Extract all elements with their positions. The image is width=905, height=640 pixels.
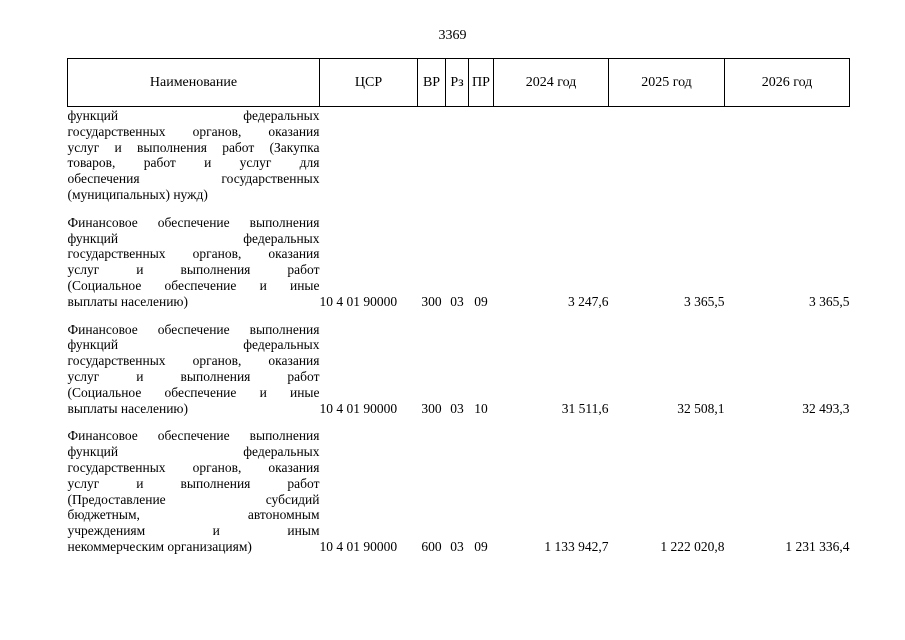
name-line: обеспечения государственных — [67, 171, 320, 187]
spacer-cell — [68, 416, 850, 428]
cell-2026: 3 365,5 — [809, 293, 850, 309]
cell-2026: 32 493,3 — [802, 400, 850, 416]
name-line: (Предоставление субсидий — [67, 491, 320, 507]
cell-2026 — [725, 107, 850, 203]
name-line: некоммерческим организациям) — [67, 538, 252, 554]
cell-pr: 09 — [474, 538, 488, 554]
page-number: 3369 — [438, 28, 467, 43]
cell-csr: 10 4 01 90000 — [319, 400, 398, 416]
name-line: Финансовое обеспечение выполнения — [67, 321, 320, 337]
cell-2024 — [494, 107, 609, 203]
cell-vr: 600 — [421, 538, 442, 554]
header-2026: 2026 год — [725, 59, 850, 107]
cell-vr: 300 — [421, 293, 442, 309]
name-line: функций федеральных — [67, 230, 320, 246]
name-line: (Социальное обеспечение и иные — [67, 277, 320, 293]
cell-2024: 1 133 942,7 — [544, 538, 609, 554]
table-row — [68, 107, 850, 203]
table-row — [68, 428, 850, 554]
header-csr: ЦСР — [320, 59, 418, 107]
cell-csr: 10 4 01 90000 — [319, 538, 398, 554]
header-2025: 2025 год — [609, 59, 725, 107]
header-name: Наименование — [68, 59, 320, 107]
header-vr: ВР — [418, 59, 446, 107]
cell-2025 — [609, 107, 725, 203]
name-line: (муниципальных) нужд) — [67, 186, 208, 202]
name-line: Финансовое обеспечение выполнения — [67, 214, 320, 230]
cell-2025: 1 222 020,8 — [660, 538, 725, 554]
cell-2026: 1 231 336,4 — [785, 538, 850, 554]
name-line: функций федеральных — [67, 444, 320, 460]
row-spacer — [68, 416, 850, 428]
name-line: услуг и выполнения работ — [67, 368, 320, 384]
cell-csr: 10 4 01 90000 — [319, 293, 398, 309]
name-line: услуг и выполнения работ (Закупка — [67, 139, 320, 155]
spacer-cell — [68, 203, 850, 215]
cell-name — [68, 428, 320, 554]
name-line: услуг и выполнения работ — [67, 262, 320, 278]
header-2024: 2024 год — [494, 59, 609, 107]
name-line: (Социальное обеспечение и иные — [67, 384, 320, 400]
cell-pr: 09 — [474, 293, 488, 309]
name-line: функций федеральных — [67, 337, 320, 353]
cell-rz: 03 — [450, 293, 464, 309]
cell-2024: 3 247,6 — [568, 293, 609, 309]
name-line: государственных органов, оказания — [67, 123, 320, 139]
name-line: функций федеральных — [67, 108, 320, 123]
row-spacer — [68, 310, 850, 322]
cell-csr — [320, 107, 418, 203]
name-line: выплаты населению) — [67, 400, 189, 416]
budget-table — [67, 58, 850, 555]
header-rz: Рз — [446, 59, 469, 107]
row-spacer — [68, 203, 850, 215]
cell-pr: 10 — [474, 400, 488, 416]
name-line: Финансовое обеспечение выполнения — [67, 428, 320, 444]
cell-rz — [446, 107, 469, 203]
table-row — [68, 215, 850, 310]
name-line: государственных органов, оказания — [67, 353, 320, 369]
cell-2025: 3 365,5 — [684, 293, 725, 309]
name-line: выплаты населению) — [67, 293, 189, 309]
header-row — [68, 59, 850, 107]
cell-name — [68, 107, 320, 203]
table-row — [68, 322, 850, 417]
spacer-cell — [68, 310, 850, 322]
cell-name — [68, 215, 320, 310]
header-pr: ПР — [469, 59, 494, 107]
name-line: государственных органов, оказания — [67, 246, 320, 262]
name-line: товаров, работ и услуг для — [67, 155, 320, 171]
name-line: услуг и выполнения работ — [67, 475, 320, 491]
cell-name — [68, 322, 320, 417]
name-line: государственных органов, оказания — [67, 459, 320, 475]
cell-2025: 32 508,1 — [677, 400, 725, 416]
cell-vr: 300 — [421, 400, 442, 416]
cell-2024: 31 511,6 — [561, 400, 609, 416]
name-line: бюджетным, автономным — [67, 507, 320, 523]
cell-rz: 03 — [450, 400, 464, 416]
table-body — [68, 107, 850, 555]
cell-rz: 03 — [450, 538, 464, 554]
cell-pr — [469, 107, 494, 203]
cell-vr — [418, 107, 446, 203]
name-line: учреждениям и иным — [67, 523, 320, 539]
